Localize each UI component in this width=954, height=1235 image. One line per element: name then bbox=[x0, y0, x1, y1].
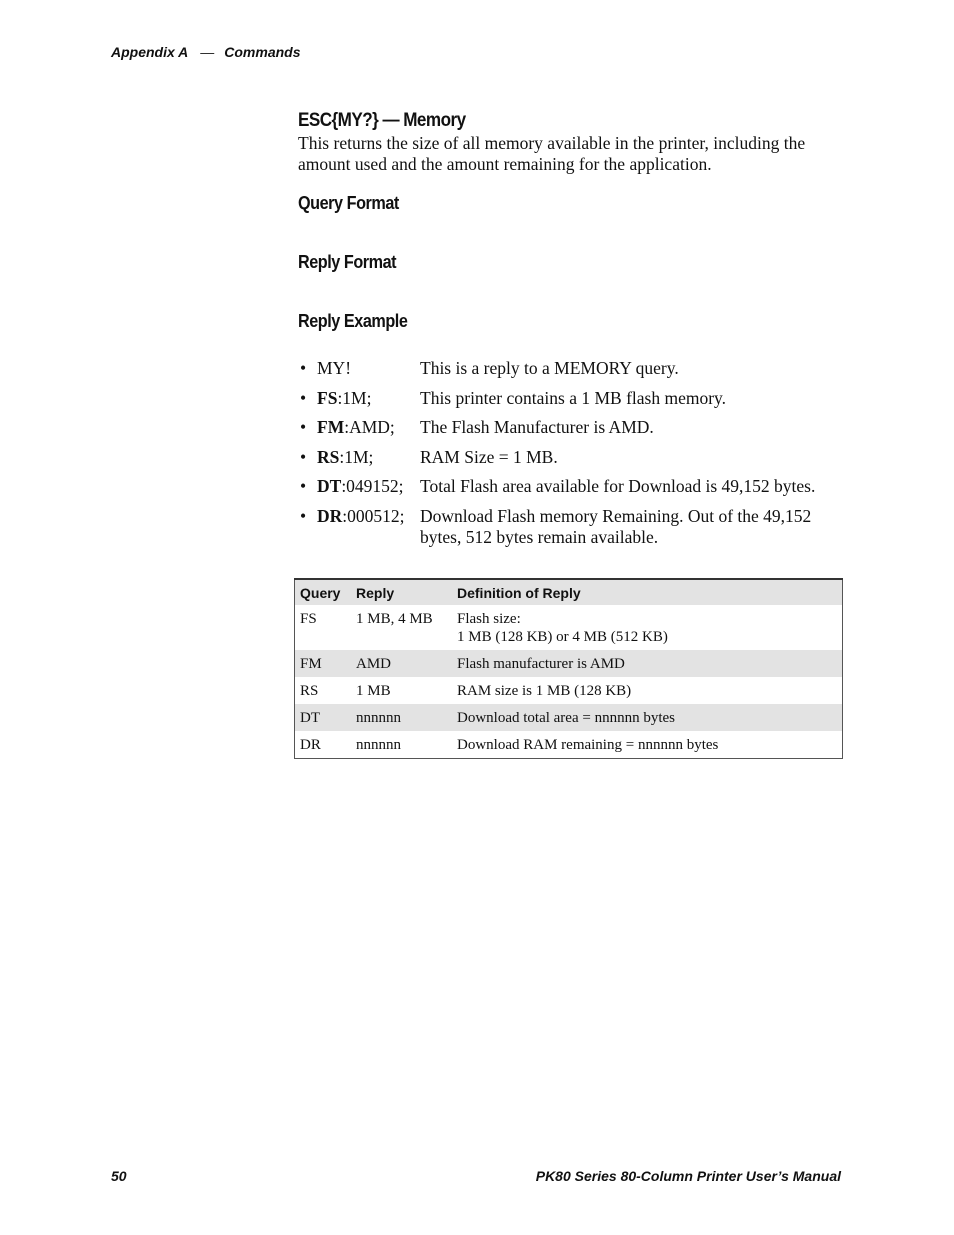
reply-code-key: RS bbox=[317, 446, 340, 467]
reply-code bbox=[317, 447, 420, 468]
reply-code bbox=[317, 476, 420, 497]
column-header-query: Query bbox=[295, 579, 352, 605]
definition-line: RAM size is 1 MB (128 KB) bbox=[457, 683, 632, 699]
reply-code-key: DT bbox=[317, 476, 342, 496]
running-header bbox=[111, 44, 301, 60]
header-chapter: Commands bbox=[224, 44, 301, 60]
bullet-mark: • bbox=[300, 417, 307, 437]
reply-code bbox=[317, 417, 420, 438]
table-row bbox=[295, 704, 843, 731]
cell-definition bbox=[452, 704, 843, 731]
reply-code-value: :1M; bbox=[339, 446, 374, 467]
table-row bbox=[295, 731, 843, 759]
reply-code-value: :AMD; bbox=[344, 417, 395, 437]
header-separator: — bbox=[200, 44, 215, 60]
cell-definition bbox=[452, 605, 843, 650]
bullet-mark: • bbox=[300, 358, 307, 378]
reply-code-value: MY! bbox=[317, 358, 352, 378]
cell-query: RS bbox=[300, 683, 319, 699]
cell-query: FS bbox=[300, 611, 317, 627]
reply-description: Download Flash memory Remaining. Out of the 49,152 bytes, 512 bytes remain available. bbox=[420, 505, 812, 547]
table-body bbox=[295, 605, 843, 759]
reply-code bbox=[317, 358, 420, 379]
cell-reply: AMD bbox=[351, 650, 452, 677]
reply-code-value: :000512; bbox=[342, 505, 405, 526]
reply-description: This printer contains a 1 MB flash memory. bbox=[420, 387, 727, 408]
cell-reply: 1 MB bbox=[356, 683, 391, 699]
cell-query: DR bbox=[300, 737, 321, 753]
reply-code bbox=[317, 506, 420, 548]
list-item bbox=[300, 358, 845, 379]
list-item bbox=[300, 476, 845, 497]
cell-reply: nnnnnn bbox=[351, 704, 452, 731]
cell-query: FM bbox=[295, 650, 352, 677]
definition-line: 1 MB (128 KB) or 4 MB (512 KB) bbox=[457, 629, 668, 645]
reply-example-list bbox=[300, 358, 845, 556]
reply-definition-table bbox=[294, 578, 843, 759]
heading-reply-format: Reply Format bbox=[298, 252, 397, 272]
page-title: ESC{MY?} — Memory bbox=[298, 110, 466, 131]
table-row bbox=[295, 605, 843, 650]
list-item bbox=[300, 417, 845, 438]
header-section: Appendix A bbox=[111, 44, 189, 60]
manual-title: PK80 Series 80-Column Printer User’s Manual bbox=[535, 1168, 841, 1184]
reply-description: The Flash Manufacturer is AMD. bbox=[420, 417, 654, 437]
definition-line: Flash size: bbox=[457, 611, 521, 627]
intro-paragraph: This returns the size of all memory available in the printer, including the amount used and the amount remaining for the application. bbox=[298, 133, 806, 174]
list-item bbox=[300, 506, 845, 548]
cell-reply: 1 MB, 4 MB bbox=[356, 611, 433, 627]
column-header-reply: Reply bbox=[351, 579, 452, 605]
reply-description: RAM Size = 1 MB. bbox=[420, 446, 558, 467]
heading-reply-example: Reply Example bbox=[298, 311, 408, 331]
cell-reply: nnnnnn bbox=[356, 737, 401, 753]
bullet-mark: • bbox=[300, 446, 307, 467]
cell-definition bbox=[452, 677, 843, 704]
cell-definition bbox=[452, 731, 843, 759]
reply-code-value: :049152; bbox=[341, 476, 404, 496]
page-number: 50 bbox=[111, 1168, 127, 1184]
table-header-row bbox=[295, 579, 843, 605]
definition-line: Flash manufacturer is AMD bbox=[457, 656, 625, 672]
bullet-mark: • bbox=[300, 476, 307, 496]
reply-code-key: FS bbox=[317, 387, 338, 408]
bullet-mark: • bbox=[300, 387, 307, 408]
definition-line: Download RAM remaining = nnnnnn bytes bbox=[457, 737, 719, 753]
reply-code bbox=[317, 388, 420, 409]
cell-query: DT bbox=[295, 704, 352, 731]
list-item bbox=[300, 447, 845, 468]
heading-query-format: Query Format bbox=[298, 193, 399, 213]
table-row bbox=[295, 650, 843, 677]
list-item bbox=[300, 388, 845, 409]
cell-definition bbox=[452, 650, 843, 677]
table-row bbox=[295, 677, 843, 704]
column-header-definition: Definition of Reply bbox=[452, 579, 843, 605]
reply-description: Total Flash area available for Download is 49,152 bytes. bbox=[420, 476, 816, 496]
reply-description: This is a reply to a MEMORY query. bbox=[420, 358, 679, 378]
definition-line: Download total area = nnnnnn bytes bbox=[457, 710, 675, 726]
reply-code-key: FM bbox=[317, 417, 345, 437]
bullet-mark: • bbox=[300, 505, 307, 526]
reply-code-value: :1M; bbox=[337, 387, 372, 408]
reply-code-key: DR bbox=[317, 505, 343, 526]
